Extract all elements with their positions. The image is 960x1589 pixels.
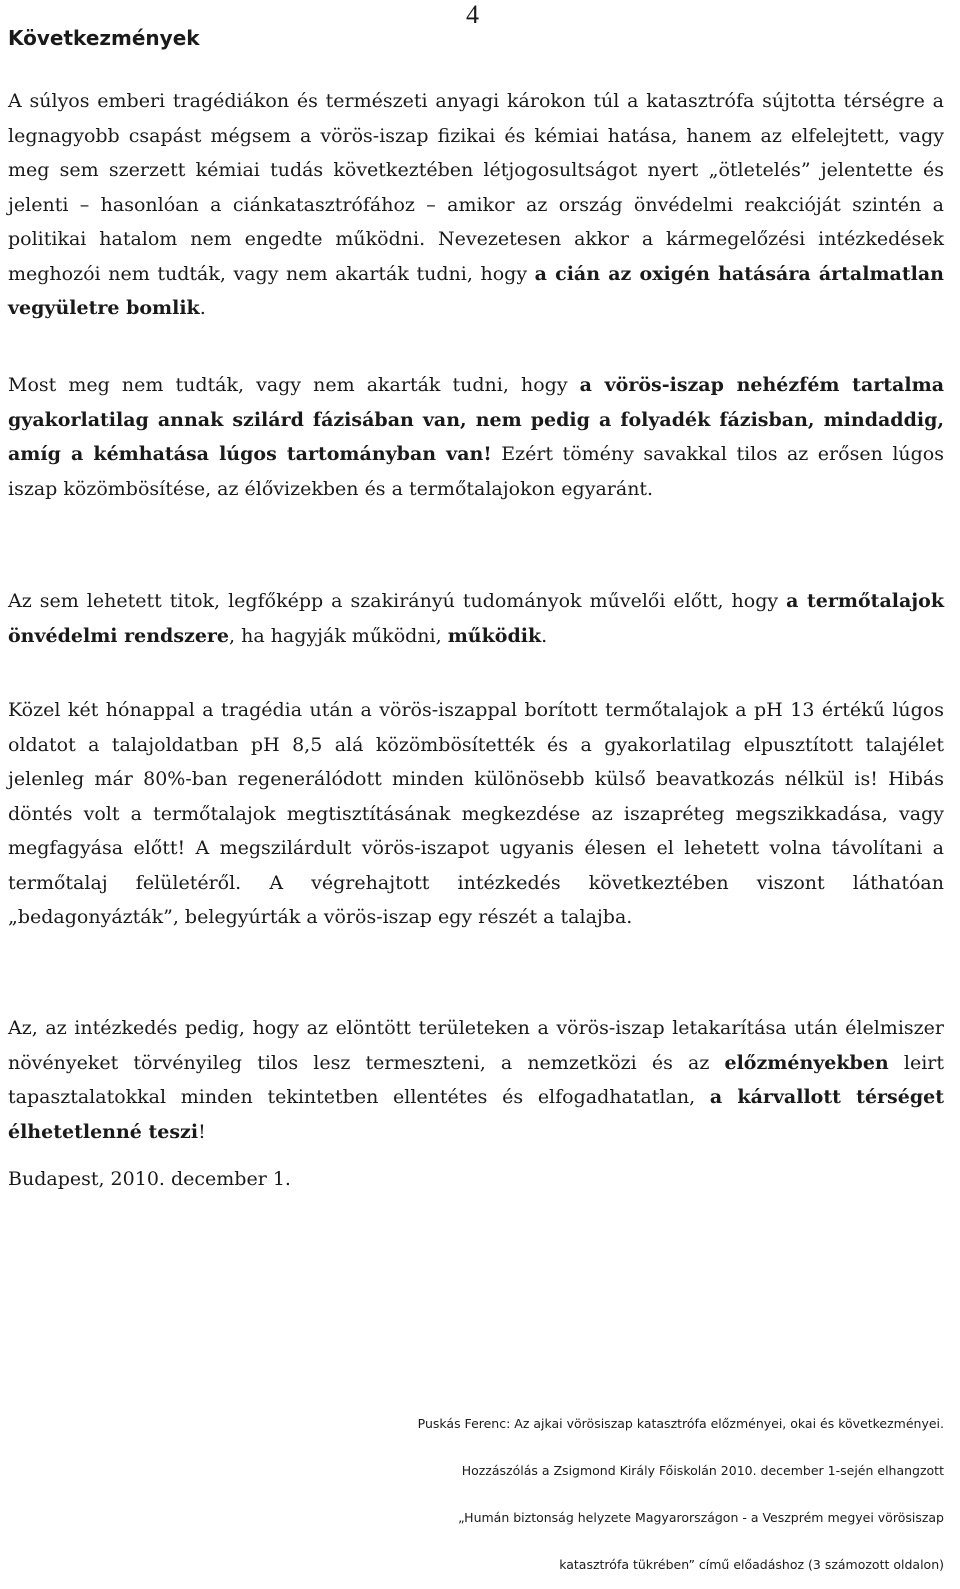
footer-line-2: Hozzászólás a Zsigmond Király Főiskolán 2010. december 1-sején elhangzott xyxy=(461,1463,944,1478)
body-text: Most meg nem tudták, vagy nem akarták tudni, hogy xyxy=(8,374,580,396)
emphasis-text: működik xyxy=(447,624,542,647)
emphasis-text: előzményekben xyxy=(724,1051,889,1074)
footer-line-1: Puskás Ferenc: Az ajkai vörösiszap katasztrófa előzményei, okai és következményei. xyxy=(417,1416,944,1431)
footer-line-3: „Humán biztonság helyzete Magyarországon - a Veszprém megyei vörösiszap xyxy=(458,1510,944,1525)
signature-date: Budapest, 2010. december 1. xyxy=(8,1168,291,1190)
body-text: . xyxy=(199,297,206,319)
body-text: Közel két hónappal a tragédia után a vörös-iszappal borított termőtalajok a pH 13 értékű lúgos oldatot a talajoldatban pH 8,5 alá közömbösítették és a gyakorlatilag elpusztított talajélet jelenleg már 80%-ban regenerálódott minden különösebb külső beavatkozás nélkül is! Hibás döntés volt a termőtalajok megtisztításának megkezdése az iszapréteg megszikkadása, vagy megfagyása előtt! A megszilárdult vörös-iszapot ugyanis élesen el lehetett volna távolítani a termőtalaj felületéről. A végrehajtott intézkedés következtében viszont láthatóan „bedagonyázták”, belegyúrták a vörös-iszap egy részét a talajba. xyxy=(8,699,944,928)
paragraph-5 xyxy=(8,1011,944,1149)
paragraph-2 xyxy=(8,368,944,506)
emphasis-text: a cián az oxigén hatására ártalmatlan vegyületre bomlik xyxy=(8,262,944,319)
body-text: , ha hagyják működni, xyxy=(229,624,448,647)
emphasis-text: a vörös-iszap nehézfém tartalma gyakorlatilag annak szilárd fázisában van, nem pedig a folyadék fázisban, mindaddig, amíg a kémhatása lúgos tartományban van! xyxy=(8,374,945,465)
paragraph-1 xyxy=(8,84,944,326)
body-text: . xyxy=(541,624,548,647)
section-heading: Következmények xyxy=(8,26,200,50)
body-text: Ezért tömény savakkal tilos az erősen lúgos iszap közömbösítése, az élővizekben és a termőtalajokon egyaránt. xyxy=(8,443,944,500)
emphasis-text: a termőtalajok önvédelmi rendszere xyxy=(8,590,944,647)
paragraph-4 xyxy=(8,693,944,935)
emphasis-text: a kárvallott térséget élhetetlenné teszi xyxy=(8,1086,944,1143)
body-text: A súlyos emberi tragédiákon és természeti anyagi károkon túl a katasztrófa sújtotta térségre a legnagyobb csapást mégsem a vörös-iszap fizikai és kémiai hatása, hanem az elfelejtett, vagy meg sem szerzett kémiai tudás következtében létjogosultságot nyert „ötletelés” jelentette és jelenti – hasonlóan a ciánkatasztrófához – amikor az ország önvédelmi reakcióját szintén a politikai hatalom nem engedte működni. Nevezetesen akkor a kármegelőzési intézkedések meghozói nem tudták, vagy nem akarták tudni, hogy xyxy=(8,90,944,285)
body-text: Az sem lehetett titok, legfőképp a szakirányú tudományok művelői előtt, hogy xyxy=(8,590,787,612)
body-text: Az, az intézkedés pedig, hogy az elöntött területeken a vörös-iszap letakarítása után élelmiszer növényeket törvényileg tilos lesz termeszteni, a nemzetközi és az xyxy=(8,1017,944,1074)
body-text: ! xyxy=(198,1120,206,1143)
footer-line-4: katasztrófa tükrében” című előadáshoz (3 számozott oldalon) xyxy=(559,1557,944,1572)
page-number: 4 xyxy=(466,0,479,29)
paragraph-3 xyxy=(8,584,944,653)
body-text: leirt tapasztalatokkal minden tekintetben ellentétes és elfogadhatatlan, xyxy=(8,1051,944,1108)
